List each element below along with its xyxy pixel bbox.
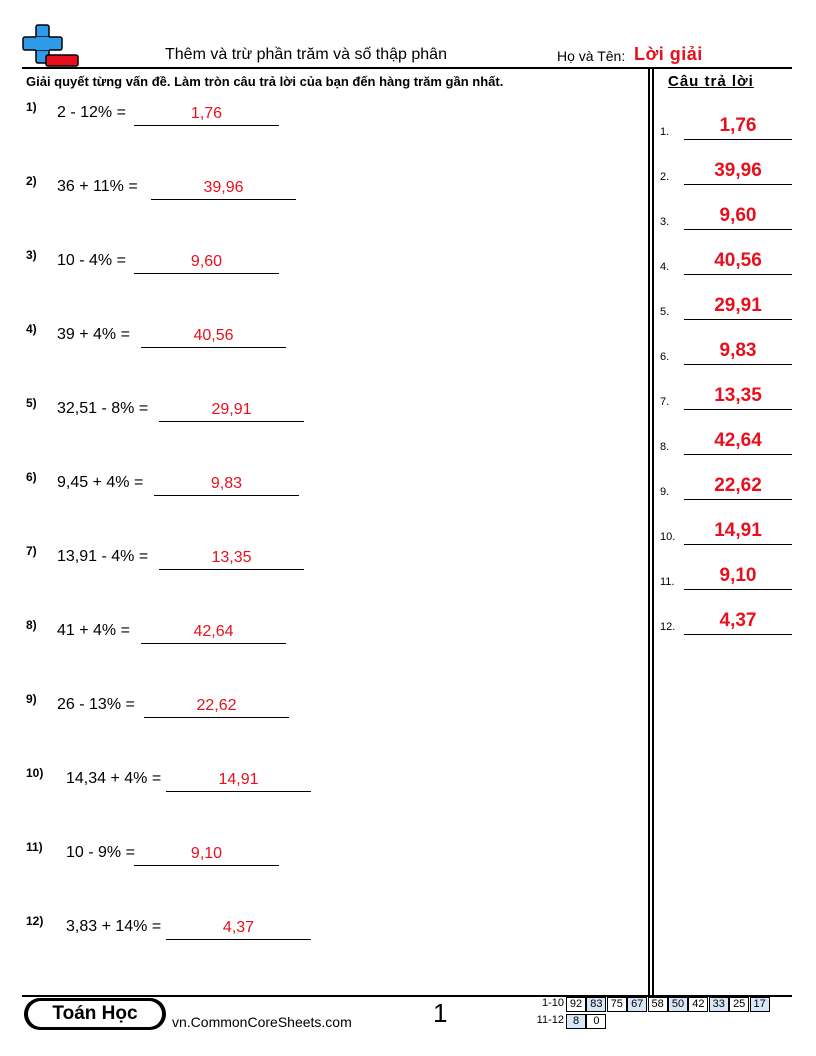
problem-answer: 39,96 [203, 179, 244, 196]
brand-badge [24, 998, 166, 1030]
answer-key-line [684, 589, 792, 590]
answer-key-value: 22,62 [714, 475, 762, 496]
problem-answer: 1,76 [190, 105, 223, 122]
score-cell: 50 [668, 997, 688, 1012]
answer-key-value: 9,10 [719, 565, 757, 586]
score-cell: 42 [688, 997, 708, 1012]
answer-key-item [660, 560, 792, 590]
problem-answer: 29,91 [211, 401, 252, 418]
score-row-label: 11-12 [536, 1014, 564, 1026]
answer-key-item [660, 290, 792, 320]
answer-key-item [660, 425, 792, 455]
score-cell: 75 [607, 997, 627, 1012]
instructions: Giải quyết từng vấn đề. Làm tròn câu trả lời của bạn đến hàng trăm gần nhất. [26, 74, 504, 89]
problem-answer: 22,62 [196, 697, 237, 714]
problem-item [26, 840, 279, 866]
answer-key-number: 4. [660, 261, 670, 273]
answer-line [134, 865, 279, 866]
answer-key-item [660, 335, 792, 365]
problem-number: 10) [26, 766, 44, 780]
answer-line [151, 199, 296, 200]
answer-key-item [660, 380, 792, 410]
problem-number: 7) [26, 544, 37, 558]
problem-number: 2) [26, 174, 37, 188]
answer-key-value: 1,76 [719, 115, 757, 136]
answer-key-value: 39,96 [714, 160, 762, 181]
problem-equation: 39 + 4% = [57, 326, 130, 343]
problem-item [26, 470, 299, 496]
problem-equation: 3,83 + 14% = [66, 918, 162, 935]
answer-line [144, 717, 289, 718]
problem-number: 9) [26, 692, 37, 706]
answer-key-number: 7. [660, 396, 670, 408]
column-divider [648, 68, 650, 995]
problem-equation: 2 - 12% = [57, 104, 126, 121]
name-value: Lời giải [634, 44, 703, 64]
answer-key-line [684, 364, 792, 365]
problem-answer: 14,91 [218, 771, 259, 788]
answer-key-item [660, 110, 792, 140]
answer-line [134, 125, 279, 126]
answers-header: Câu trả lời [668, 73, 754, 90]
problem-answer: 40,56 [193, 327, 234, 344]
answer-key-value: 4,37 [719, 610, 757, 631]
answer-key-item [660, 245, 792, 275]
problem-equation: 26 - 13% = [57, 696, 135, 713]
answer-key-line [684, 274, 792, 275]
answer-key-item [660, 605, 792, 635]
answer-key-value: 42,64 [714, 430, 762, 451]
problem-item [26, 618, 286, 644]
problem-equation: 41 + 4% = [57, 622, 130, 639]
answer-key-number: 1. [660, 126, 670, 138]
problem-item [26, 174, 296, 200]
answer-key-line [684, 319, 792, 320]
problem-item [26, 396, 304, 422]
problem-item [26, 766, 311, 792]
answer-line [159, 421, 304, 422]
answer-key-number: 2. [660, 171, 670, 183]
problem-item [26, 322, 286, 348]
problem-item [26, 692, 289, 718]
answer-line [141, 347, 286, 348]
answer-key-item [660, 515, 792, 545]
brand-label: Toán Học [28, 1001, 162, 1027]
answer-line [154, 495, 299, 496]
answer-key-item [660, 200, 792, 230]
answer-key-line [684, 409, 792, 410]
answer-key-number: 9. [660, 486, 670, 498]
problem-answer: 42,64 [193, 623, 234, 640]
problem-answer: 9,60 [190, 253, 223, 270]
answer-key-value: 9,83 [719, 340, 757, 361]
problem-equation: 10 - 4% = [57, 252, 126, 269]
name-label: Họ và Tên: [557, 48, 626, 64]
problem-equation: 10 - 9% = [66, 844, 135, 861]
answer-key-line [684, 454, 792, 455]
problem-equation: 9,45 + 4% = [57, 474, 144, 491]
answer-line [159, 569, 304, 570]
problem-number: 12) [26, 914, 44, 928]
problem-number: 1) [26, 100, 37, 114]
problem-item [26, 248, 279, 274]
problem-answer: 9,83 [210, 475, 243, 492]
answer-key-number: 5. [660, 306, 670, 318]
column-divider [652, 68, 654, 995]
plus-minus-icon [22, 24, 80, 68]
answer-key-line [684, 544, 792, 545]
score-cell: 0 [586, 1014, 606, 1029]
problem-answer: 9,10 [190, 845, 223, 862]
answer-key-number: 8. [660, 441, 670, 453]
problem-item [26, 544, 304, 570]
score-cell: 25 [729, 997, 749, 1012]
answer-key-item [660, 470, 792, 500]
problem-number: 11) [26, 840, 43, 854]
answer-line [166, 939, 311, 940]
problem-number: 5) [26, 396, 37, 410]
problem-equation: 36 + 11% = [57, 178, 138, 195]
answer-key-line [684, 139, 792, 140]
score-cell: 83 [586, 997, 606, 1012]
answer-key-line [684, 499, 792, 500]
score-cell: 58 [648, 997, 668, 1012]
problem-number: 4) [26, 322, 37, 336]
answer-key-value: 9,60 [719, 205, 757, 226]
page-number: 1 [433, 998, 448, 1028]
score-cell: 17 [750, 997, 770, 1012]
problem-number: 8) [26, 618, 37, 632]
score-cell: 67 [627, 997, 647, 1012]
answer-key-value: 40,56 [714, 250, 762, 271]
problem-answer: 4,37 [222, 919, 255, 936]
score-cell: 33 [709, 997, 729, 1012]
problem-item [26, 914, 311, 940]
answer-key-value: 14,91 [714, 520, 762, 541]
problem-equation: 32,51 - 8% = [57, 400, 149, 417]
answer-key-value: 29,91 [714, 295, 762, 316]
answer-key-number: 11. [660, 576, 675, 588]
header-rule [22, 67, 792, 69]
problem-answer: 13,35 [211, 549, 252, 566]
problem-number: 3) [26, 248, 37, 262]
answer-line [166, 791, 311, 792]
answer-key-number: 3. [660, 216, 670, 228]
answer-line [141, 643, 286, 644]
answer-key-line [684, 634, 792, 635]
worksheet-title: Thêm và trừ phần trăm và số thập phân [165, 46, 447, 63]
problem-item [26, 100, 279, 126]
answer-key-value: 13,35 [714, 385, 762, 406]
problem-equation: 13,91 - 4% = [57, 548, 149, 565]
site-url: vn.CommonCoreSheets.com [172, 1014, 352, 1030]
answer-key-number: 6. [660, 351, 670, 363]
score-cell: 92 [566, 997, 586, 1012]
answer-key-number: 12. [660, 621, 676, 633]
answer-key-line [684, 229, 792, 230]
answer-key-line [684, 184, 792, 185]
score-row-label: 1-10 [541, 997, 564, 1009]
answer-key-item [660, 155, 792, 185]
problem-equation: 14,34 + 4% = [66, 770, 162, 787]
score-cell: 8 [566, 1014, 586, 1029]
answer-key-number: 10. [660, 531, 676, 543]
answer-line [134, 273, 279, 274]
problem-number: 6) [26, 470, 37, 484]
